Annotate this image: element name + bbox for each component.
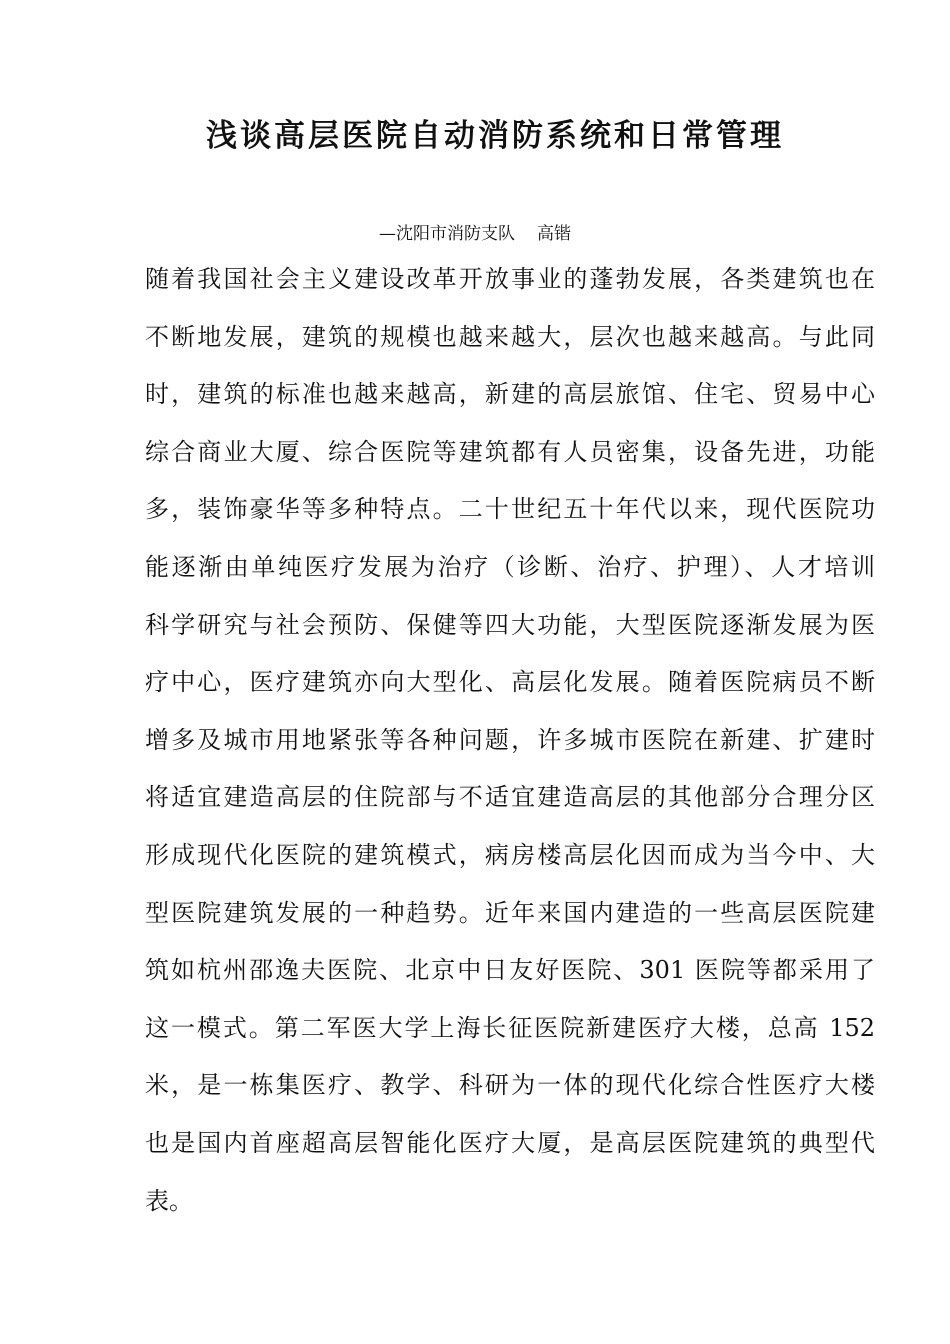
paragraph-line: 形成现代化医院的建筑模式，病房楼高层化因而成为当今中、大	[145, 840, 875, 869]
paragraph-line: 多，装饰豪华等多种特点。二十世纪五十年代以来，现代医院功	[145, 495, 875, 524]
body-paragraph	[145, 251, 875, 1230]
document-title: 浅谈高层医院自动消防系统和日常管理	[206, 118, 784, 154]
paragraph-line: 将适宜建造高层的住院部与不适宜建造高层的其他部分合理分区	[145, 783, 875, 812]
paragraph-line: 不断地发展，建筑的规模也越来越大，层次也越来越高。与此同	[145, 322, 875, 351]
paragraph-line: 随着我国社会主义建设改革开放事业的蓬勃发展，各类建筑也在	[145, 265, 875, 293]
byline-author: 高锴	[537, 224, 571, 244]
paragraph-line: 这一模式。第二军医大学上海长征医院新建医疗大楼，总高 152	[145, 1013, 875, 1042]
paragraph-line: 疗中心，医疗建筑亦向大型化、高层化发展。随着医院病员不断	[145, 668, 875, 697]
byline	[0, 222, 950, 246]
paragraph-line: 筑如杭州邵逸夫医院、北京中日友好医院、301 医院等都采用了	[145, 956, 875, 985]
paragraph-line: 表。	[145, 1186, 193, 1215]
paragraph-line: 科学研究与社会预防、保健等四大功能，大型医院逐渐发展为医	[145, 610, 875, 639]
paragraph-line: 也是国内首座超高层智能化医疗大厦，是高层医院建筑的典型代	[145, 1128, 875, 1157]
paragraph-line: 综合商业大厦、综合医院等建筑都有人员密集，设备先进，功能	[145, 437, 875, 466]
byline-organization: —沈阳市消防支队	[379, 224, 515, 244]
paragraph-line: 时，建筑的标准也越来越高，新建的高层旅馆、住宅、贸易中心	[145, 380, 875, 409]
paragraph-line: 米，是一栋集医疗、教学、科研为一体的现代化综合性医疗大楼	[145, 1071, 875, 1100]
paragraph-line: 能逐渐由单纯医疗发展为治疗（诊断、治疗、护理）、人才培训	[145, 552, 875, 581]
paragraph-line: 增多及城市用地紧张等各种问题，许多城市医院在新建、扩建时	[145, 725, 875, 754]
paragraph-line: 型医院建筑发展的一种趋势。近年来国内建造的一些高层医院建	[145, 898, 875, 927]
